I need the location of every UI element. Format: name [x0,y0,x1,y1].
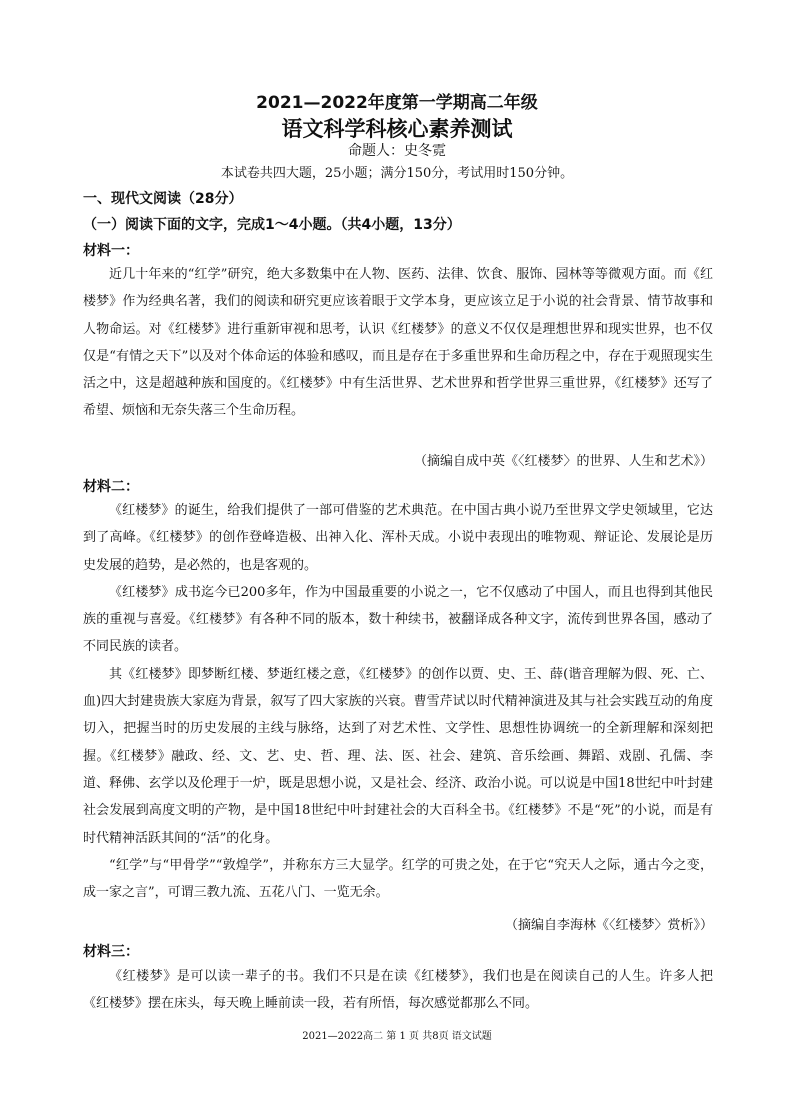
material-2-text [83,497,713,906]
material-1-paragraph: 近几十年来的“红学”研究，绝大多数集中在人物、医药、法律、饮食、服饰、园林等等微观方面。而《红楼梦》作为经典名著，我们的阅读和研究更应该着眼于文学本身，更应该立足于小说的社会背景、情节故事和人物命运。对《红楼梦》进行重新审视和思考，认识《红楼梦》的意义不仅仅是理想世界和现实世界，也不仅仅是“有情之天下”以及对个体命运的体验和感叹，而且是存在于多重世界和生命历程之中，存在于观照现实生活之中，这是超越种族和国度的。《红楼梦》中有生活世界、艺术世界和哲学世界三重世界，《红楼梦》还写了希望、烦恼和无奈失落三个生命历程。 [83,267,713,419]
material-2-label: 材料二： [83,479,139,495]
material-1-text [83,261,713,425]
material-2-paragraph: 其《红楼梦》即梦断红楼、梦逝红楼之意，《红楼梦》的创作以贾、史、王、薛(谐音理解为假、死、亡、血)四大封建贵族大家庭为背景，叙写了四大家族的兴衰。曹雪芹试以时代精神演进及其与社会实践互动的角度切入，把握当时的历史发展的主线与脉络，达到了对艺术性、文学性、思想性协调统一的全新理解和深刻把握。《红楼梦》融政、经、文、艺、史、哲、理、法、医、社会、建筑、音乐绘画、舞蹈、戏剧、孔儒、李道、释佛、玄学以及伦理于一炉，既是思想小说，又是社会、经济、政治小说。可以说是中国18世纪中叶封建社会发展到高度文明的产物，是中国18世纪中叶封建社会的大百科全书。《红楼梦》不是“死”的小说，而是有时代精神活跃其间的“活”的化身。 [83,666,713,846]
exam-description: 本试卷共四大题，25小题；满分150分，考试用时150分钟。 [220,166,574,181]
exam-subject-title: 语文科学科核心素养测试 [281,117,513,141]
section-heading: 一、现代文阅读（28分） [83,191,243,207]
material-2-paragraph: 《红楼梦》的诞生，给我们提供了一部可借鉴的艺术典范。在中国古典小说乃至世界文学史领域里，它达到了高峰。《红楼梦》的创作登峰造极、出神入化、浑朴天成。小说中表现出的唯物观、辩证论、发展论是历史发展的趋势，是必然的，也是客观的。 [83,503,713,573]
material-3-label: 材料三： [83,944,139,960]
material-2-paragraph: “红学”与“甲骨学”“敦煌学”，并称东方三大显学。红学的可贵之处，在于它“究天人之际，通古今之变，成一家之言”，可谓三教九流、五花八门、一览无余。 [83,857,713,901]
page-footer: 2021—2022高二 第 1 页 共8页 语文试题 [302,1031,492,1042]
material-1-source: （摘编自成中英《〈红楼梦〉的世界、人生和艺术》） [413,454,713,469]
exam-year-title: 2021—2022年度第一学期高二年级 [256,93,538,113]
exam-author: 命题人：史冬霓 [348,143,446,159]
material-2-paragraph: 《红楼梦》成书迄今已200多年，作为中国最重要的小说之一，它不仅感动了中国人，而且也得到其他民族的重视与喜爱。《红楼梦》有各种不同的版本，数十种续书，被翻译成各种文字，流传到世界各国，感动了不同民族的读者。 [83,584,713,655]
material-2-source: （摘编自李海林《〈红楼梦〉赏析》） [504,918,713,933]
material-3-text [83,963,713,1018]
material-1-label: 材料一： [83,243,139,259]
sub-section-heading: （一）阅读下面的文字，完成1～4小题。（共4小题，13分） [83,217,461,233]
material-3-paragraph: 《红楼梦》是可以读一辈子的书。我们不只是在读《红楼梦》，我们也是在阅读自己的人生。许多人把《红楼梦》摆在床头，每天晚上睡前读一段，若有所悟，每次感觉都那么不同。 [83,969,713,1012]
